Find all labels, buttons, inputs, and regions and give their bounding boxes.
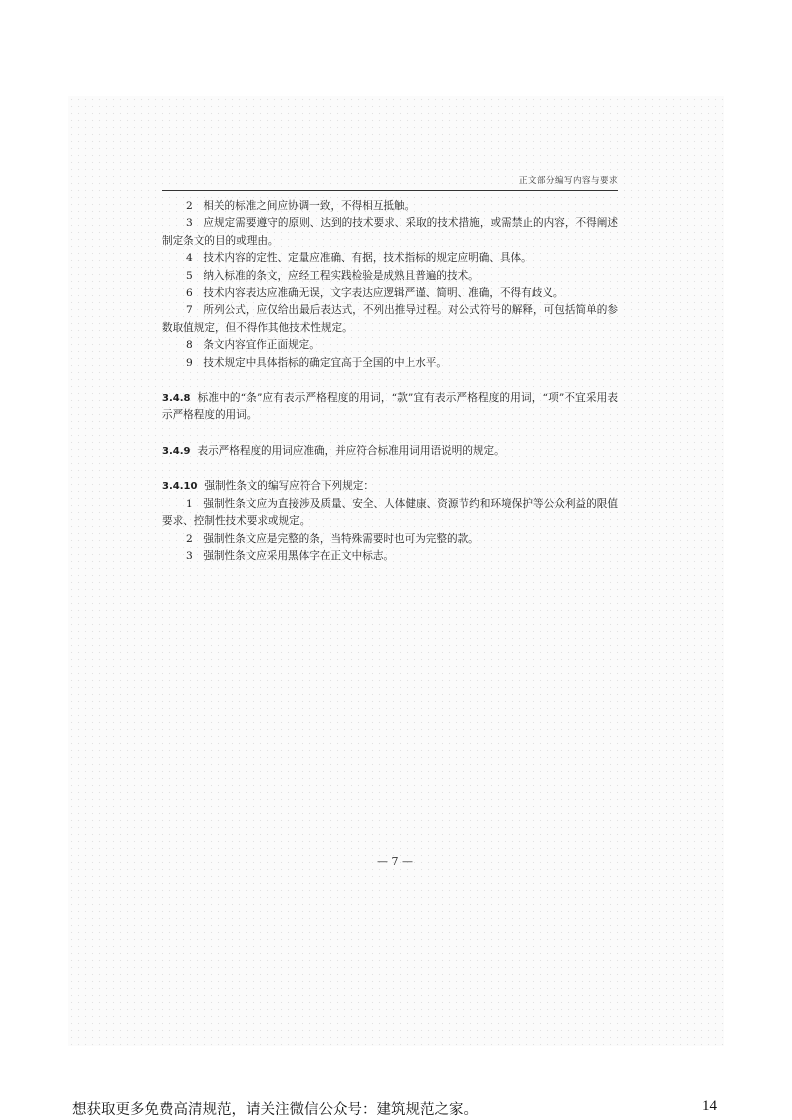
running-header-title: 正文部分编写内容与要求 [518,176,618,186]
clause-3-4-9 [162,443,618,460]
list-item: 2 相关的标准之间应协调一致，不得相互抵触。 [186,200,416,212]
document-body [162,198,618,565]
clause-text: 标准中的“条”应有表示严格程度的用词，“款”宜有表示严格程度的用词，“项”不宜采用表示严格程度的用词。 [162,392,618,422]
footer-note: 想获取更多免费高清规范，请关注微信公众号：建筑规范之家。 [72,1102,478,1118]
running-header [162,172,618,191]
clause-number: 3.4.10 [162,481,198,493]
list-item: 3 强制性条文应采用黑体字在正文中标志。 [186,549,395,562]
list-item: 4 技术内容的定性、定量应准确、有据，技术指标的规定应明确、具体。 [186,252,532,265]
footer-page-number: 14 [702,1098,717,1114]
list-item: 8 条文内容宜作正面规定。 [186,339,320,352]
page-number: — 7 — [377,855,413,868]
list-item: 6 技术内容表达应准确无误，文字表达应逻辑严谨、简明、准确，不得有歧义。 [186,287,564,300]
clause-3-4-8 [162,390,618,425]
clause-number: 3.4.9 [162,445,191,457]
clause-3-4-10 [162,478,618,495]
list-item: 5 纳入标准的条文，应经工程实践检验是成熟且普遍的技术。 [186,269,479,282]
list-item: 9 技术规定中具体指标的确定宜高于全国的中上水平。 [186,356,447,369]
clause-text: 表示严格程度的用词应准确，并应符合标准用词用语说明的规定。 [197,444,505,457]
clause-number: 3.4.8 [162,393,191,405]
list-item: 1 强制性条文应为直接涉及质量、安全、人体健康、资源节约和环境保护等公众利益的限值要求、控制性技术要求或规定。 [162,497,618,528]
list-item: 3 应规定需要遵守的原则、达到的技术要求、采取的技术措施，或需禁止的内容，不得阐述制定条文的目的或理由。 [162,217,618,247]
list-item: 2 强制性条文应是完整的条，当特殊需要时也可为完整的款。 [186,532,479,545]
list-item: 7 所列公式，应仅给出最后表达式，不列出推导过程。对公式符号的解释，可包括简单的参数取值规定，但不得作其他技术性规定。 [162,304,618,334]
clause-text: 强制性条文的编写应符合下列规定： [204,480,374,493]
